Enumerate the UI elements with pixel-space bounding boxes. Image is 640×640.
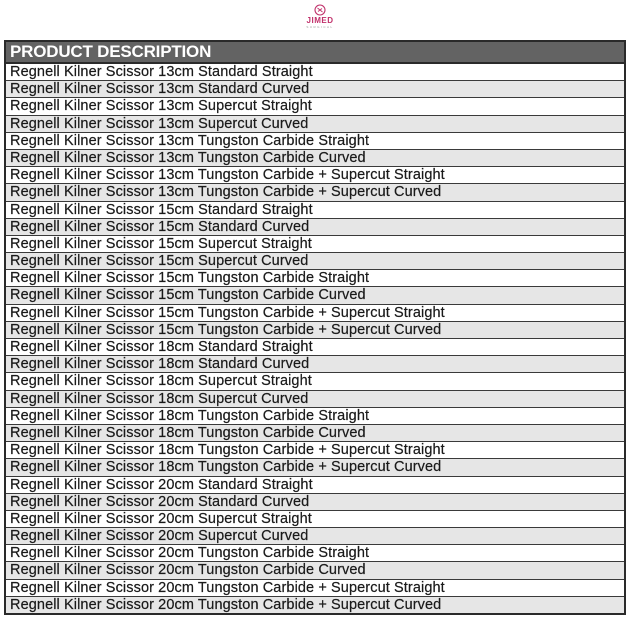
table-row: Regnell Kilner Scissor 13cm Tungston Carbide Curved: [6, 150, 624, 167]
table-row: Regnell Kilner Scissor 13cm Tungston Carbide + Supercut Straight: [6, 167, 624, 184]
brand-logo: [290, 4, 350, 34]
table-row: Regnell Kilner Scissor 15cm Tungston Carbide + Supercut Straight: [6, 305, 624, 322]
table-body: [6, 64, 624, 613]
table-row: Regnell Kilner Scissor 18cm Supercut Straight: [6, 373, 624, 390]
table-row: Regnell Kilner Scissor 13cm Supercut Curved: [6, 116, 624, 133]
table-row: Regnell Kilner Scissor 15cm Tungston Carbide + Supercut Curved: [6, 322, 624, 339]
table-row: Regnell Kilner Scissor 15cm Supercut Curved: [6, 253, 624, 270]
table-row: Regnell Kilner Scissor 20cm Standard Straight: [6, 477, 624, 494]
table-row: Regnell Kilner Scissor 15cm Tungston Carbide Straight: [6, 270, 624, 287]
table-row: Regnell Kilner Scissor 18cm Tungston Carbide Straight: [6, 408, 624, 425]
table-row: Regnell Kilner Scissor 18cm Tungston Carbide + Supercut Straight: [6, 442, 624, 459]
jimed-logo-icon: [314, 4, 326, 16]
table-row: Regnell Kilner Scissor 18cm Supercut Curved: [6, 391, 624, 408]
table-header: PRODUCT DESCRIPTION: [6, 40, 624, 64]
table-row: Regnell Kilner Scissor 13cm Tungston Carbide Straight: [6, 133, 624, 150]
table-row: Regnell Kilner Scissor 20cm Tungston Carbide + Supercut Straight: [6, 580, 624, 597]
brand-name: JIMED: [306, 16, 334, 25]
table-row: Regnell Kilner Scissor 20cm Supercut Curved: [6, 528, 624, 545]
product-table: [4, 40, 626, 615]
table-row: Regnell Kilner Scissor 20cm Tungston Carbide + Supercut Curved: [6, 597, 624, 613]
brand-tagline: SURGICAL: [306, 25, 334, 29]
table-row: Regnell Kilner Scissor 20cm Standard Curved: [6, 494, 624, 511]
table-row: Regnell Kilner Scissor 18cm Tungston Carbide + Supercut Curved: [6, 459, 624, 476]
table-row: Regnell Kilner Scissor 20cm Tungston Carbide Curved: [6, 562, 624, 579]
table-row: Regnell Kilner Scissor 13cm Standard Straight: [6, 64, 624, 81]
table-row: Regnell Kilner Scissor 13cm Supercut Straight: [6, 98, 624, 115]
table-row: Regnell Kilner Scissor 15cm Standard Straight: [6, 202, 624, 219]
table-row: Regnell Kilner Scissor 15cm Supercut Straight: [6, 236, 624, 253]
table-row: Regnell Kilner Scissor 18cm Standard Curved: [6, 356, 624, 373]
table-row: Regnell Kilner Scissor 18cm Standard Straight: [6, 339, 624, 356]
table-row: Regnell Kilner Scissor 20cm Tungston Carbide Straight: [6, 545, 624, 562]
table-row: Regnell Kilner Scissor 15cm Tungston Carbide Curved: [6, 287, 624, 304]
table-row: Regnell Kilner Scissor 15cm Standard Curved: [6, 219, 624, 236]
table-row: Regnell Kilner Scissor 18cm Tungston Carbide Curved: [6, 425, 624, 442]
table-row: Regnell Kilner Scissor 13cm Standard Curved: [6, 81, 624, 98]
table-row: Regnell Kilner Scissor 13cm Tungston Carbide + Supercut Curved: [6, 184, 624, 201]
table-row: Regnell Kilner Scissor 20cm Supercut Straight: [6, 511, 624, 528]
